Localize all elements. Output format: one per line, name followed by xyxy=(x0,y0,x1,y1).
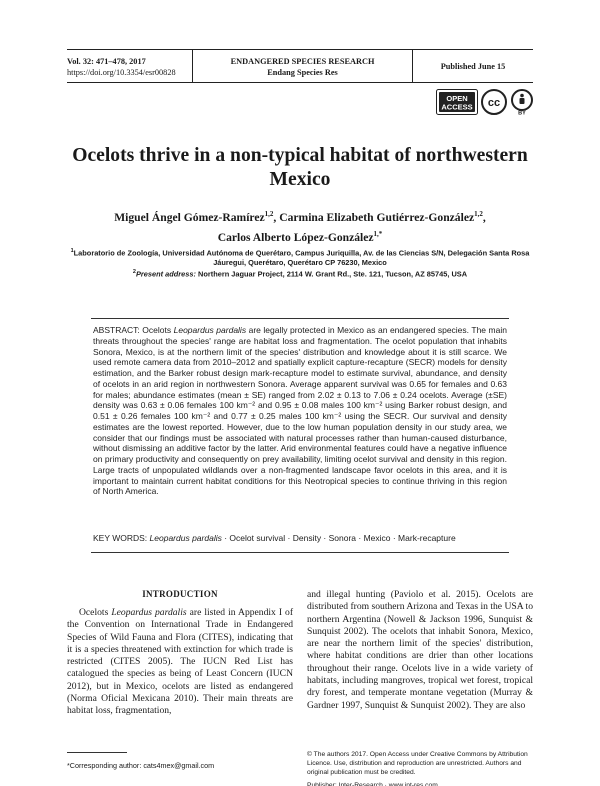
open-access-icon[interactable] xyxy=(436,89,478,115)
keywords-species: Leopardus pardalis xyxy=(149,533,222,543)
doi-link[interactable]: https://doi.org/10.3354/esr00828 xyxy=(67,68,176,77)
author-affil-sup: 1,* xyxy=(373,229,383,238)
intro-lead: Ocelots xyxy=(79,607,109,618)
author-name: Carlos Alberto López-González xyxy=(217,230,374,244)
copyright-block xyxy=(307,750,533,786)
journal-name: ENDANGERED SPECIES RESEARCH xyxy=(230,57,375,66)
intro-species: Leopardus pardalis xyxy=(111,607,187,618)
abstract-text: are legally protected in Mexico as an endangered species. The main threats throughout the species' range are habitat loss and fragmentation. The ocelot population that inhabits Sonora, Mexico, is at the northern limit of the species' distribution and knowledge about it is still scarce. We used remote camera data from 2010–2012 and spatially explicit capture-recapture (SECR) models for density estimation, and the Barker robust design mark-recapture model to estimate survival, abundance, and density of ocelots in an arid region in northwestern Sonora. Average apparent survival was 0.65 for females and 0.63 for males; abundance estimates (mean ± SE) ranged from 2.02 ± 0.13 to 7.06 ± 0.24 ocelots. Average (±SE) density was 0.63 ± 0.06 females 100 km⁻² and 0.95 ± 0.08 males 100 km⁻² using Barker robust design, and 0.51 ± 0.26 females 100 km⁻² and 0.77 ± 0.25 males 100 km⁻² using the SECR. Our survival and density estimates are the lowest reported. However, due to the low human population density in our study area, we consider that our findings must be associated with natural processes rather than human-caused disturbance, without dismissing an additive factor by the latter. Arid environmental features could have a negative influence on primary productivity and consequently on prey availability, limiting ocelot survival and density in this region. Large tracts of unpopulated wildlands over a non-fragmented landscape favor ocelots in this area, and it is important to maintain current habitat conditions for this Neotropical species to continue thriving in this region of North America. xyxy=(93,325,507,497)
abstract-top-rule xyxy=(91,318,509,319)
published-date: Published June 15 xyxy=(440,62,506,71)
keywords-label: KEY WORDS: xyxy=(93,533,148,543)
author-name: Miguel Ángel Gómez-Ramírez xyxy=(114,210,265,224)
author-affil-sup: 1,2 xyxy=(474,210,483,218)
publisher-line: Publisher: Inter-Research · www.int-res.com xyxy=(307,782,438,786)
oa-line2: ACCESS xyxy=(441,102,473,112)
header-citation xyxy=(67,56,176,78)
abstract-species: Leopardus pardalis xyxy=(173,325,247,335)
author-affil-sup: 1,2 xyxy=(264,210,274,218)
affil-label: Present address: xyxy=(135,269,196,279)
abstract-lead: Ocelots xyxy=(142,325,172,335)
intro-paragraph-left xyxy=(67,607,293,718)
intro-paragraph-right: and illegal hunting (Paviolo et al. 2015). Ocelots are distributed from southern Arizona and Texas in the USA to northern Argentina (Nowell & Jackson 1996, Sunquist & Sunquist 2002). The ocelots that inhabit Sonora, Mexico, are near the northern limit of the species' distribution, where habitat conditions are drier than other locations throughout their range. Ocelots live in a wide variety of habitats, including mangroves, tropical wet forest, tropical dry forest, and temperate montane vegetation (Murray & Gardner 1997, Sunquist & Sunquist 2002). They are also xyxy=(307,589,533,711)
attribution-icon[interactable] xyxy=(510,89,534,115)
header-top-rule xyxy=(67,49,533,50)
keywords-list: · Ocelot survival · Density · Sonora · Mexico · Mark-recapture xyxy=(224,533,456,543)
by-text: BY xyxy=(518,110,526,115)
keywords xyxy=(93,533,507,544)
volume-info: Vol. 32: 471–478, 2017 xyxy=(67,57,146,66)
copyright-notice: © The authors 2017. Open Access under Creative Commons by Attribution Licence. Use, distribution and reproduction are unrestricted. Authors and original publication must be credited. xyxy=(307,751,528,776)
affiliation-2 xyxy=(67,267,533,279)
license-badges xyxy=(436,89,534,115)
journal-abbrev: Endang Species Res xyxy=(267,68,338,77)
affil-text: Laboratorio de Zoología, Universidad Autónoma de Querétaro, Campus Juriquilla, Av. de las Ciencias S/N, Delegación Santa Rosa Jáuregui, Querétaro, Querétaro CP 76230, Mexico xyxy=(73,248,530,268)
oa-line1: OPEN xyxy=(446,94,468,103)
section-heading-introduction: INTRODUCTION xyxy=(142,589,218,599)
intro-text: are listed in Appendix I of the Convention on International Trade in Endangered Species of Wild Fauna and Flora (CITES), indicating that it is a species threatened with extinction for which trade is restricted (CITES 2005). The IUCN Red List has catalogued the species as being of Least Concern (IUCN 2012), but in Mexico, ocelots are listed as endangered (Norma Oficial Mexicana 2010). Their main threats are habitat loss, fragmentation, xyxy=(67,607,294,717)
abstract-label: ABSTRACT: xyxy=(93,325,140,335)
header-bottom-rule xyxy=(67,82,533,83)
abstract xyxy=(93,325,507,497)
affil-text: Northern Jaguar Project, 2114 W. Grant Rd., Ste. 121, Tucson, AZ 85745, USA xyxy=(198,269,468,279)
header-journal xyxy=(193,56,412,78)
affil-sup: 2 xyxy=(132,269,136,275)
cc-text: cc xyxy=(487,97,501,109)
author-name: Carmina Elizabeth Gutiérrez-González xyxy=(279,210,475,224)
article-title: Ocelots thrive in a non-typical habitat of northwestern Mexico xyxy=(72,145,528,190)
affiliation-1 xyxy=(67,246,533,268)
footnote-rule xyxy=(67,752,127,753)
corresponding-author: *Corresponding author: cats4mex@gmail.com xyxy=(67,761,215,770)
abstract-bottom-rule xyxy=(91,552,509,553)
author-list: Miguel Ángel Gómez-Ramírez$^{1,2}$, Carmina Elizabeth Gutiérrez-González$^{1,2}$, Carlos Alberto López-González$^{1,*}$ xyxy=(114,210,486,244)
affil-sup: 1 xyxy=(70,248,74,254)
creative-commons-icon[interactable] xyxy=(481,89,507,115)
